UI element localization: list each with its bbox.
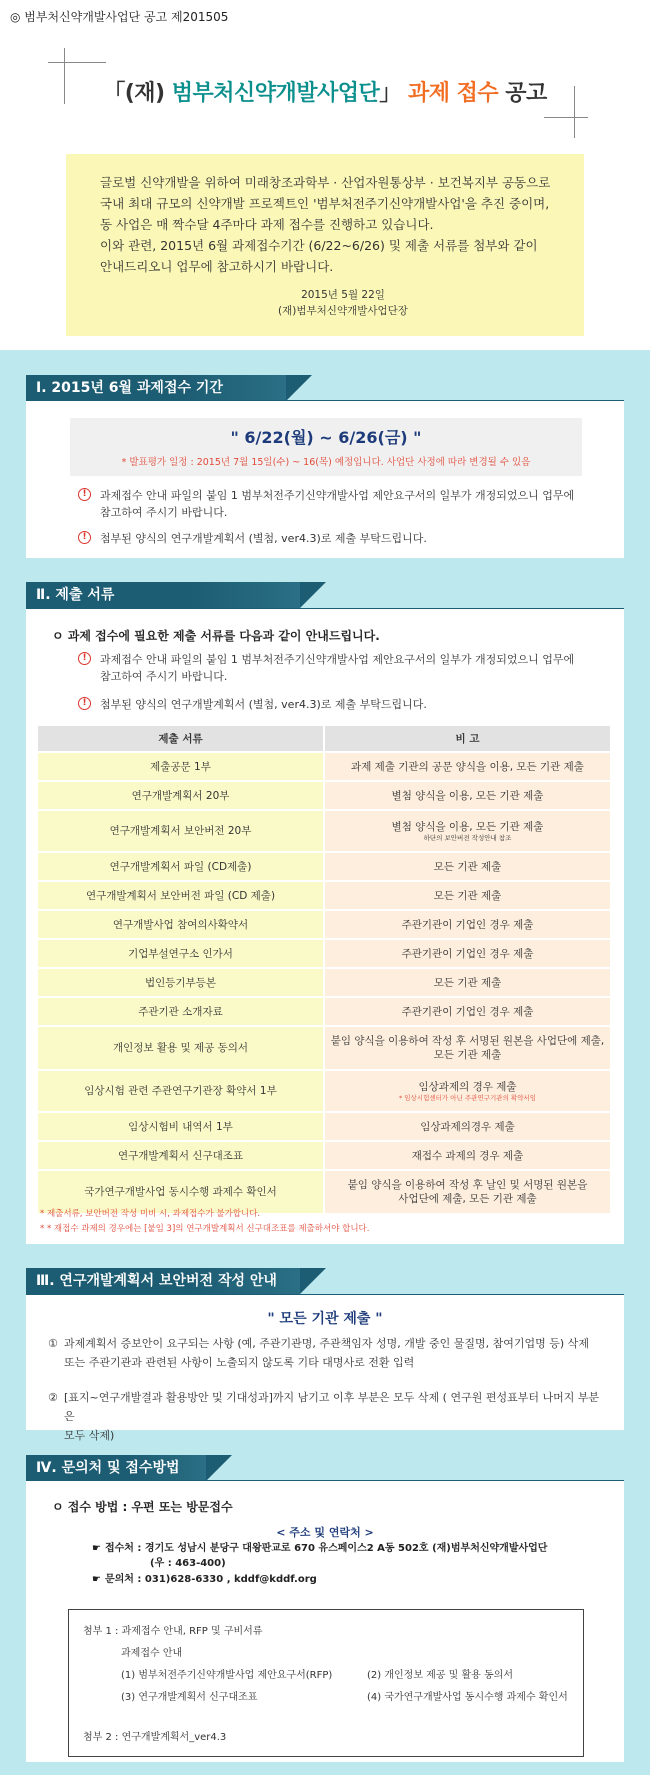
table-row: 연구개발계획서 보안버전 20부 별첨 양식을 이용, 모든 기관 제출 하단의 보안버전 작성안내 참조 [38, 811, 610, 851]
intro-line: 안내드리오니 업무에 참고하시기 바랍니다. [100, 259, 334, 274]
table-row: 제출공문 1부 과제 제출 기관의 공문 양식을 이용, 모든 기관 제출 [38, 753, 610, 780]
table-row: 국가연구개발사업 동시수행 과제수 확인서 붙임 양식을 이용하여 작성 후 날인 및 서명된 원본을 사업단에 제출, 모든 기관 제출 [38, 1171, 610, 1213]
deco-line [48, 62, 106, 63]
section2-bullet: ! 과제접수 안내 파일의 붙임 1 범부처전주기신약개발사업 제안요구서의 일부가 개정되었으니 업무에 참고하여 주시기 바랍니다. [78, 651, 598, 685]
section3-item: ② [표지~연구개발결과 활용방안 및 기대성과]까지 남기고 이후 부분은 모두 삭제 ( 연구원 편성표부터 나머지 부분은 모두 삭제) [48, 1391, 600, 1442]
section2-bullet: ! 첨부된 양식의 연구개발계획서 (별첨, ver4.3)로 제출 부탁드립니다. [78, 696, 598, 713]
notice-number: ◎ 범부처신약개발사업단 공고 제201505 [10, 10, 229, 24]
warning-icon: ! [78, 488, 91, 501]
contact-phone: ☛ 문의처 : 031)628-6330 , kddf@kddf.org [92, 1574, 317, 1585]
intro-signer: (재)범부처신약개발사업단장 [278, 305, 408, 317]
documents-table [36, 724, 612, 1215]
section3-item: ① 과제계획서 증보안이 요구되는 사항 (예, 주관기관명, 주관책임자 성명, 개발 중인 물질명, 참여기업명 등) 삭제 또는 주관기관과 관련된 사항이 노출되지 않도록 기타 대명사로 전환 입력 [48, 1337, 589, 1369]
pointing-hand-icon: ☛ [92, 1574, 101, 1585]
section3-heading: Ⅲ. 연구개발계획서 보안버전 작성 안내 [26, 1268, 300, 1294]
warning-icon: ! [78, 697, 91, 710]
intro-line: 동 사업은 매 짝수달 4주마다 과제 접수를 진행하고 있습니다. [100, 217, 434, 232]
section3-highlight: " 모든 기관 제출 " [267, 1311, 383, 1327]
attachment-1-sub: 과제접수 안내 [121, 1648, 183, 1659]
table-row: 임상시험 관련 주관연구기관장 확약서 1부 임상과제의 경우 제출 * 임상시험센터가 아닌 주관연구기관의 확약서임 [38, 1071, 610, 1111]
intro-line: 이와 관련, 2015년 6월 과제접수기간 (6/22~6/26) 및 제출 서류를 첨부와 같이 [100, 238, 538, 253]
attachment-item: (3) 연구개발계획서 신구대조표 [121, 1692, 258, 1703]
section-divider [26, 1294, 624, 1295]
attachment-2: 첨부 2 : 연구개발계획서_ver4.3 [83, 1732, 227, 1743]
section1-bullet: ! 첨부된 양식의 연구개발계획서 (별첨, ver4.3)로 제출 부탁드립니다. [78, 530, 598, 547]
section1-bullet: ! 과제접수 안내 파일의 붙임 1 범부처전주기신약개발사업 제안요구서의 일부가 개정되었으니 업무에 참고하여 주시기 바랍니다. [78, 487, 598, 521]
section4-heading: Ⅳ. 문의처 및 접수방법 [26, 1455, 206, 1481]
period-note: * 발표평가 일정 : 2015년 7월 15일(수) ~ 16(목) 예정입니다. 사업단 사정에 따라 변경될 수 있음 [121, 457, 531, 468]
warning-icon: ! [78, 652, 91, 665]
footnote: * * 재접수 과제의 경우에는 [붙임 3]의 연구개발계획서 신구대조표를 제출하셔야 합니다. [40, 1224, 370, 1234]
table-row: 법인등기부등본 모든 기관 제출 [38, 969, 610, 996]
warning-icon: ! [78, 531, 91, 544]
table-header: 비 고 [325, 726, 610, 751]
table-header-row [38, 726, 610, 751]
pointing-hand-icon: ☛ [92, 1543, 101, 1554]
table-row: 임상시험비 내역서 1부 임상과제의경우 제출 [38, 1113, 610, 1140]
contact-heading: < 주소 및 연락처 > [276, 1526, 374, 1539]
intro-box [66, 154, 584, 336]
attachment-item: (1) 범부처전주기신약개발사업 제안요구서(RFP) [121, 1670, 333, 1681]
intro-line: 글로벌 신약개발을 위하여 미래창조과학부 · 산업자원통상부 · 보건복지부 공동으로 [100, 175, 551, 190]
table-row: 개인정보 활용 및 제공 동의서 붙임 양식을 이용하여 작성 후 서명된 원본을 사업단에 제출, 모든 기관 제출 [38, 1027, 610, 1069]
section4-lead: ㅇ 접수 방법 : 우편 또는 방문접수 [52, 1500, 233, 1514]
section2-heading: Ⅱ. 제출 서류 [26, 582, 300, 608]
section-divider [26, 608, 624, 609]
section1-heading: Ⅰ. 2015년 6월 과제접수 기간 [26, 375, 286, 401]
intro-line: 국내 최대 규모의 신약개발 프로젝트인 '범부처전주기신약개발사업'을 추진 중이며, [100, 196, 550, 211]
period-text: " 6/22(월) ~ 6/26(금) " [230, 428, 422, 447]
table-row: 연구개발계획서 20부 별첨 양식을 이용, 모든 기관 제출 [38, 782, 610, 809]
header-area [0, 0, 650, 350]
attachment-item: (4) 국가연구개발사업 동시수행 과제수 확인서 [367, 1692, 568, 1703]
contact-address: ☛ 접수처 : 경기도 성남시 분당구 대왕판교로 670 유스페이스2 A동 502호 (재)범부처신약개발사업단 [92, 1543, 548, 1554]
section-divider [26, 400, 624, 401]
table-row: 연구개발계획서 신구대조표 재접수 과제의 경우 제출 [38, 1142, 610, 1169]
section-divider [26, 1480, 624, 1481]
page-title: 「(재) 범부처신약개발사업단」 과제 접수 공고 [103, 81, 547, 106]
attachment-item: (2) 개인정보 제공 및 활용 동의서 [367, 1670, 513, 1681]
intro-date: 2015년 5월 22일 [301, 289, 385, 301]
table-row: 연구개발계획서 파일 (CD제출) 모든 기관 제출 [38, 853, 610, 880]
table-row: 기업부설연구소 인가서 주관기관이 기업인 경우 제출 [38, 940, 610, 967]
intro-signature [100, 287, 556, 319]
period-box [70, 418, 582, 476]
table-row: 연구개발사업 참여의사확약서 주관기관이 기업인 경우 제출 [38, 911, 610, 938]
section2-lead: ㅇ 과제 접수에 필요한 제출 서류를 다음과 같이 안내드립니다. [52, 629, 380, 643]
deco-line [544, 117, 588, 118]
attachment-1: 첨부 1 : 과제접수 안내, RFP 및 구비서류 [83, 1626, 263, 1637]
contact-zip: (우 : 463-400) [150, 1558, 226, 1569]
table-header: 제출 서류 [38, 726, 323, 751]
table-row: 주관기관 소개자료 주관기관이 기업인 경우 제출 [38, 998, 610, 1025]
table-row: 연구개발계획서 보안버전 파일 (CD 제출) 모든 기관 제출 [38, 882, 610, 909]
attachments-box [68, 1609, 584, 1757]
footnote: * 제출서류, 보안버전 작성 미비 시, 과제접수가 불가합니다. [40, 1209, 261, 1219]
